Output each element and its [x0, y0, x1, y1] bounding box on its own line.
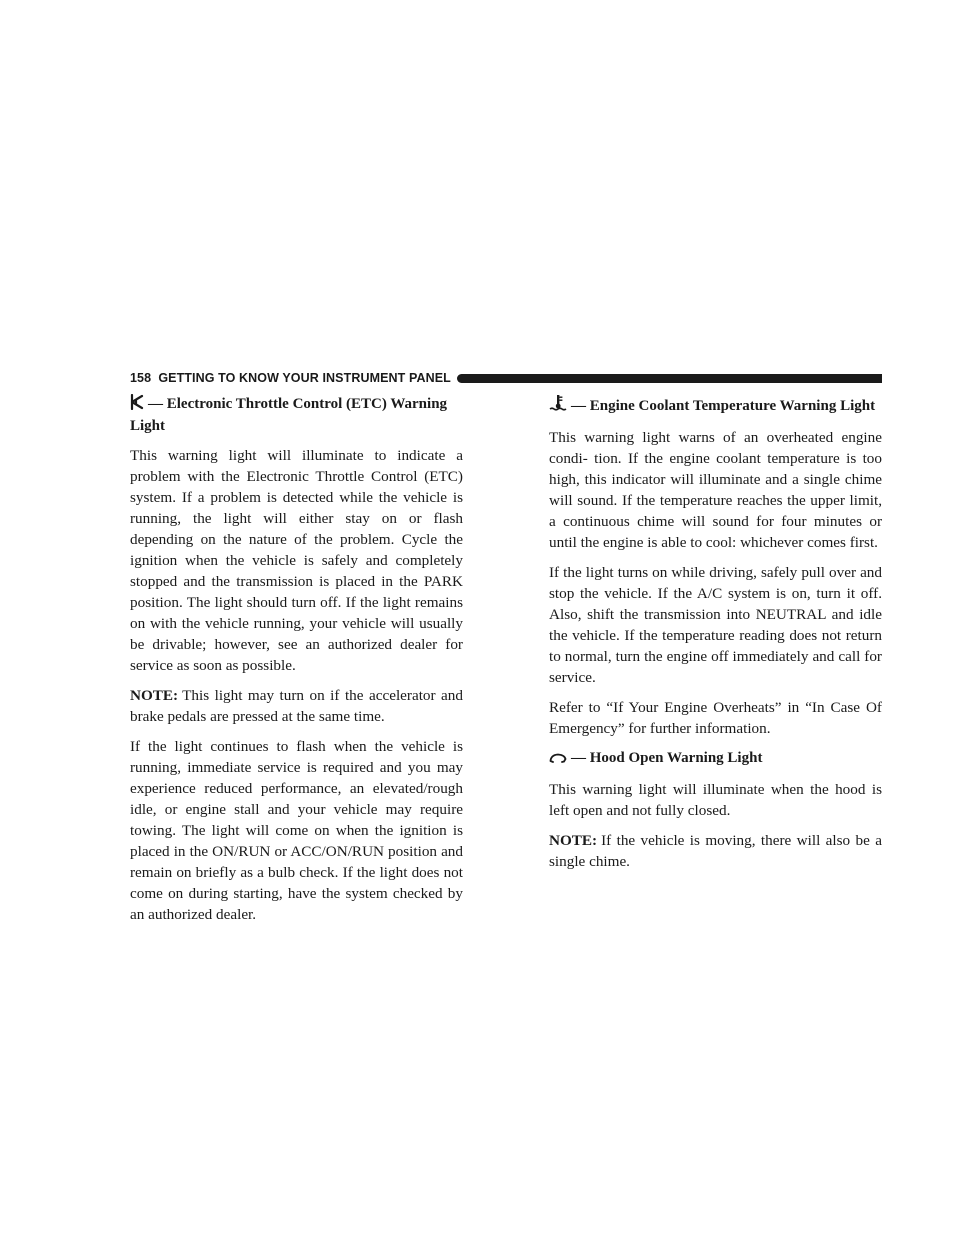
hood-section-heading: [549, 748, 882, 770]
etc-heading-text: — Electronic Throttle Control (ETC) Warning Light: [130, 396, 448, 434]
engine-coolant-temperature-icon: [549, 394, 567, 418]
hood-note-label: NOTE:: [549, 832, 598, 849]
etc-note-text: This light may turn on if the accelerator and brake pedals are pressed at the same time.: [130, 687, 463, 725]
left-column: [130, 394, 463, 934]
right-column: [549, 394, 882, 881]
etc-paragraph-2: If the light continues to flash when the vehicle is running, immediate service is required and you may experience reduced performance, an elevated/rough idle, or engine stall and your vehicle may require towing. The light will come on when the ignition is placed in the ON/RUN or ACC/ON/RUN position and remain on briefly as a bulb check. If the light does not come on during starting, have the system checked by an authorized dealer.: [130, 738, 463, 923]
coolant-paragraph-2: If the light turns on while driving, safely pull over and stop the vehicle. If the A/C system is on, turn it off. Also, shift the transmission into NEUTRAL and idle the vehicle. If the temperature reading does not return to normal, turn the engine off immediately and call for service.: [549, 564, 882, 686]
page-number: 158: [130, 371, 152, 385]
electronic-throttle-control-icon: [130, 394, 144, 416]
coolant-section-heading: [549, 394, 882, 418]
page-header: [130, 370, 882, 386]
coolant-paragraph-1: This warning light warns of an overheated engine condi- tion. If the engine coolant temperature is too high, this indicator will illuminate and a single chime will sound. If the temperature reaches the upper limit, a continuous chime will sound for four minutes or until the engine is able to cool: whichever comes first.: [549, 429, 882, 551]
hood-note-text: If the vehicle is moving, there will also be a single chime.: [549, 832, 882, 870]
hood-open-icon: [549, 750, 567, 770]
coolant-heading-text: — Engine Coolant Temperature Warning Light: [571, 398, 876, 414]
hood-heading-text: — Hood Open Warning Light: [571, 750, 763, 766]
hood-paragraph-1: This warning light will illuminate when the hood is left open and not fully closed.: [549, 781, 882, 819]
etc-note-label: NOTE:: [130, 687, 179, 704]
etc-note: [130, 685, 463, 727]
etc-paragraph-1: This warning light will illuminate to indicate a problem with the Electronic Throttle Control (ETC) system. If a problem is detected while the vehicle is running, the light will either stay on or flash depending on the nature of the problem. Cycle the ignition when the vehicle is safely and completely stopped and the transmission is placed in the PARK position. The light should turn off. If the light remains on with the vehicle running, your vehicle will usually be drivable; however, see an authorized dealer for service as soon as possible.: [130, 447, 463, 674]
header-rule: [457, 374, 882, 383]
page-header-title: GETTING TO KNOW YOUR INSTRUMENT PANEL: [158, 371, 451, 385]
hood-note: [549, 830, 882, 872]
header-spacer: [151, 371, 158, 385]
coolant-paragraph-3: Refer to “If Your Engine Overheats” in “In Case Of Emergency” for further information.: [549, 699, 882, 737]
etc-section-heading: [130, 394, 463, 436]
